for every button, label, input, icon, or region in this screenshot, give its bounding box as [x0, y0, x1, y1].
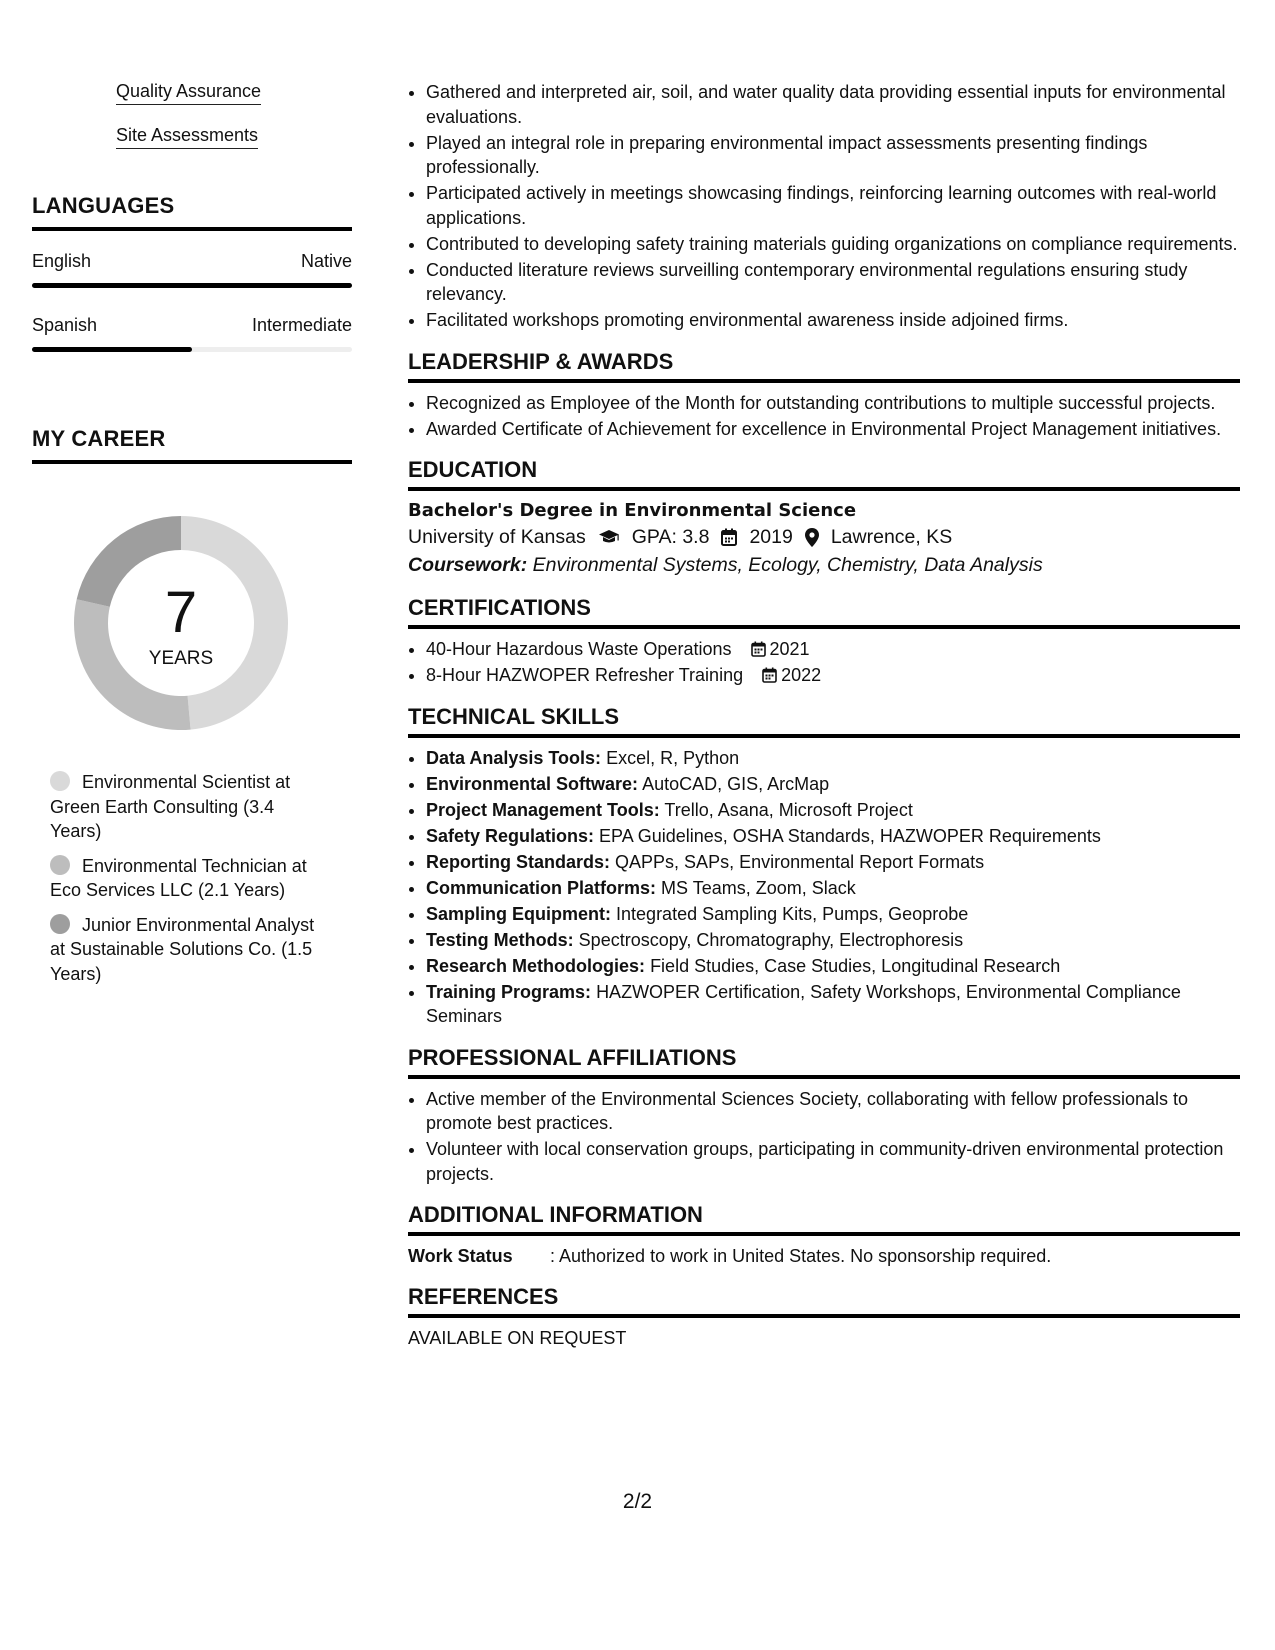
tech-skill-value: Spectroscopy, Chromatography, Electrophoresis — [578, 929, 964, 950]
sidebar — [32, 80, 352, 996]
language-name: Spanish — [32, 315, 98, 335]
tech-skill-item — [426, 954, 1240, 979]
tech-skill-item — [426, 850, 1240, 875]
affiliation-item: • Active member of the Environmental Sciences Society, collaborating with fellow professionals to promote best practices. — [426, 1087, 1240, 1136]
additional-info-heading: ADDITIONAL INFORMATION — [408, 1202, 703, 1227]
tech-skill-value: Trello, Asana, Microsoft Project — [664, 799, 913, 820]
language-proficiency-fill — [32, 283, 352, 288]
education-coursework — [408, 551, 1240, 579]
education-degree: Bachelor's Degree in Environmental Science — [408, 500, 857, 521]
certification-item — [426, 663, 1240, 688]
references-heading: REFERENCES — [408, 1284, 559, 1309]
section-rule — [408, 1232, 1240, 1236]
certification-year: 2022 — [781, 665, 822, 685]
section-rule — [408, 1075, 1240, 1079]
education-year: 2019 — [749, 526, 793, 548]
leadership-list — [408, 391, 1240, 442]
career-legend-label: Junior Environmental Analyst at Sustainable Solutions Co. (1.5 Years) — [50, 914, 315, 984]
main-column — [408, 80, 1240, 1350]
career-total-unit: YEARS — [148, 648, 214, 669]
certification-year: 2021 — [769, 639, 810, 659]
language-item — [32, 314, 352, 352]
legend-dot — [50, 855, 70, 875]
languages-section — [32, 193, 352, 352]
work-status-label: Work Status — [408, 1246, 513, 1266]
tech-skill-label: Communication Platforms: — [426, 877, 657, 898]
languages-heading: LANGUAGES — [32, 193, 175, 218]
skill-item: Site Assessments — [116, 124, 258, 149]
career-legend-label: Environmental Technician at Eco Services LLC (2.1 Years) — [50, 855, 307, 900]
tech-skill-item — [426, 902, 1240, 927]
experience-bullets — [408, 80, 1240, 333]
calendar-icon — [762, 663, 777, 688]
experience-bullet: • Gathered and interpreted air, soil, and water quality data providing essential inputs for environmental evaluations. — [426, 80, 1240, 129]
tech-skill-label: Data Analysis Tools: — [426, 747, 602, 768]
affiliations-section — [408, 1045, 1240, 1187]
career-total-years: 7 — [164, 580, 198, 645]
certifications-list — [408, 637, 1240, 688]
section-rule — [408, 625, 1240, 629]
career-legend-label: Environmental Scientist at Green Earth Consulting (3.4 Years) — [50, 772, 291, 841]
experience-bullet: • Participated actively in meetings showcasing findings, reinforcing learning outcomes with real-world applications. — [426, 181, 1240, 230]
tech-skill-label: Environmental Software: — [426, 773, 639, 794]
additional-info-section — [408, 1202, 1240, 1268]
career-legend-item — [50, 770, 330, 844]
leadership-item: • Recognized as Employee of the Month for outstanding contributions to multiple successful projects. — [426, 391, 1240, 416]
legend-dot — [50, 771, 70, 791]
languages-rule — [32, 227, 352, 231]
career-legend — [50, 770, 330, 986]
career-donut-chart — [68, 510, 294, 736]
technical-skills-section — [408, 704, 1240, 1029]
certification-name: 8-Hour HAZWOPER Refresher Training — [426, 665, 744, 685]
tech-skill-item — [426, 980, 1240, 1029]
career-legend-item — [50, 854, 330, 903]
career-rule — [32, 460, 352, 464]
skills-tail — [32, 80, 352, 149]
language-proficiency-fill — [32, 347, 192, 352]
skill-item: Quality Assurance — [116, 80, 261, 105]
tech-skill-value: Excel, R, Python — [606, 747, 740, 768]
calendar-icon — [721, 528, 737, 546]
references-section — [408, 1284, 1240, 1350]
map-pin-icon — [805, 528, 819, 547]
certifications-heading: CERTIFICATIONS — [408, 595, 591, 620]
tech-skill-label: Sampling Equipment: — [426, 903, 612, 924]
education-meta — [408, 523, 1240, 551]
leadership-heading: LEADERSHIP & AWARDS — [408, 348, 674, 374]
certification-item — [426, 637, 1240, 662]
tech-skill-label: Reporting Standards: — [426, 851, 611, 872]
education-school: University of Kansas — [408, 526, 586, 548]
affiliations-list — [408, 1087, 1240, 1187]
tech-skill-item — [426, 746, 1240, 771]
tech-skill-label: Safety Regulations: — [426, 825, 595, 846]
language-name: English — [32, 251, 92, 271]
language-proficiency-bar — [32, 347, 352, 352]
tech-skill-item — [426, 772, 1240, 797]
tech-skill-item — [426, 798, 1240, 823]
experience-bullet: • Played an integral role in preparing environmental impact assessments presenting findings professionally. — [426, 131, 1240, 180]
education-heading: EDUCATION — [408, 457, 538, 482]
career-legend-item — [50, 913, 330, 987]
work-status-row — [408, 1244, 1240, 1268]
language-item — [32, 250, 352, 288]
tech-skill-value: EPA Guidelines, OSHA Standards, HAZWOPER Requirements — [599, 825, 1101, 846]
tech-skill-item — [426, 824, 1240, 849]
tech-skill-label: Research Methodologies: — [426, 955, 646, 976]
references-text: AVAILABLE ON REQUEST — [408, 1328, 627, 1348]
tech-skill-value: AutoCAD, GIS, ArcMap — [642, 773, 830, 794]
section-rule — [408, 734, 1240, 738]
language-proficiency-bar — [32, 283, 352, 288]
language-level: Intermediate — [251, 315, 352, 335]
tech-skill-item — [426, 876, 1240, 901]
career-heading: MY CAREER — [32, 426, 166, 451]
education-location: Lawrence, KS — [830, 526, 953, 548]
affiliation-item: • Volunteer with local conservation groups, participating in community-driven environmental protection projects. — [426, 1137, 1240, 1186]
coursework-label: Coursework: — [408, 554, 528, 576]
coursework-value: Environmental Systems, Ecology, Chemistry, Data Analysis — [532, 554, 1043, 576]
section-rule — [408, 379, 1240, 383]
leadership-item: • Awarded Certificate of Achievement for excellence in Environmental Project Management initiatives. — [426, 417, 1240, 442]
tech-skill-value: QAPPs, SAPs, Environmental Report Formats — [615, 851, 985, 872]
tech-skill-label: Testing Methods: — [426, 929, 574, 950]
technical-skills-list — [408, 746, 1240, 1029]
tech-skill-item — [426, 928, 1240, 953]
leadership-section — [408, 349, 1240, 442]
tech-skill-value: Field Studies, Case Studies, Longitudinal Research — [650, 955, 1061, 976]
page-number: 2/2 — [622, 1490, 653, 1513]
education-section — [408, 457, 1240, 579]
section-rule — [408, 487, 1240, 491]
section-rule — [408, 1314, 1240, 1318]
experience-bullet: • Facilitated workshops promoting environmental awareness inside adjoined firms. — [426, 308, 1240, 333]
experience-bullet: • Contributed to developing safety training materials guiding organizations on compliance requirements. — [426, 232, 1240, 257]
experience-bullet: • Conducted literature reviews surveilling contemporary environmental regulations ensuring study relevancy. — [426, 258, 1240, 307]
work-status-value: : Authorized to work in United States. No sponsorship required. — [550, 1246, 1052, 1266]
tech-skill-label: Training Programs: — [426, 981, 592, 1002]
tech-skill-value: HAZWOPER Certification, Safety Workshops, Environmental Compliance Seminars — [426, 981, 1181, 1026]
legend-dot — [50, 914, 70, 934]
calendar-icon — [751, 637, 766, 662]
affiliations-heading: PROFESSIONAL AFFILIATIONS — [408, 1044, 737, 1070]
education-gpa: GPA: 3.8 — [631, 526, 710, 548]
certification-name: 40-Hour Hazardous Waste Operations — [426, 639, 732, 659]
technical-skills-heading: TECHNICAL SKILLS — [408, 703, 620, 729]
tech-skill-value: MS Teams, Zoom, Slack — [661, 877, 856, 898]
tech-skill-label: Project Management Tools: — [426, 799, 660, 820]
tech-skill-value: Integrated Sampling Kits, Pumps, Geoprobe — [616, 903, 969, 924]
certifications-section — [408, 595, 1240, 688]
graduation-cap-icon — [598, 529, 620, 545]
career-section — [32, 426, 352, 986]
language-level: Native — [300, 251, 352, 271]
